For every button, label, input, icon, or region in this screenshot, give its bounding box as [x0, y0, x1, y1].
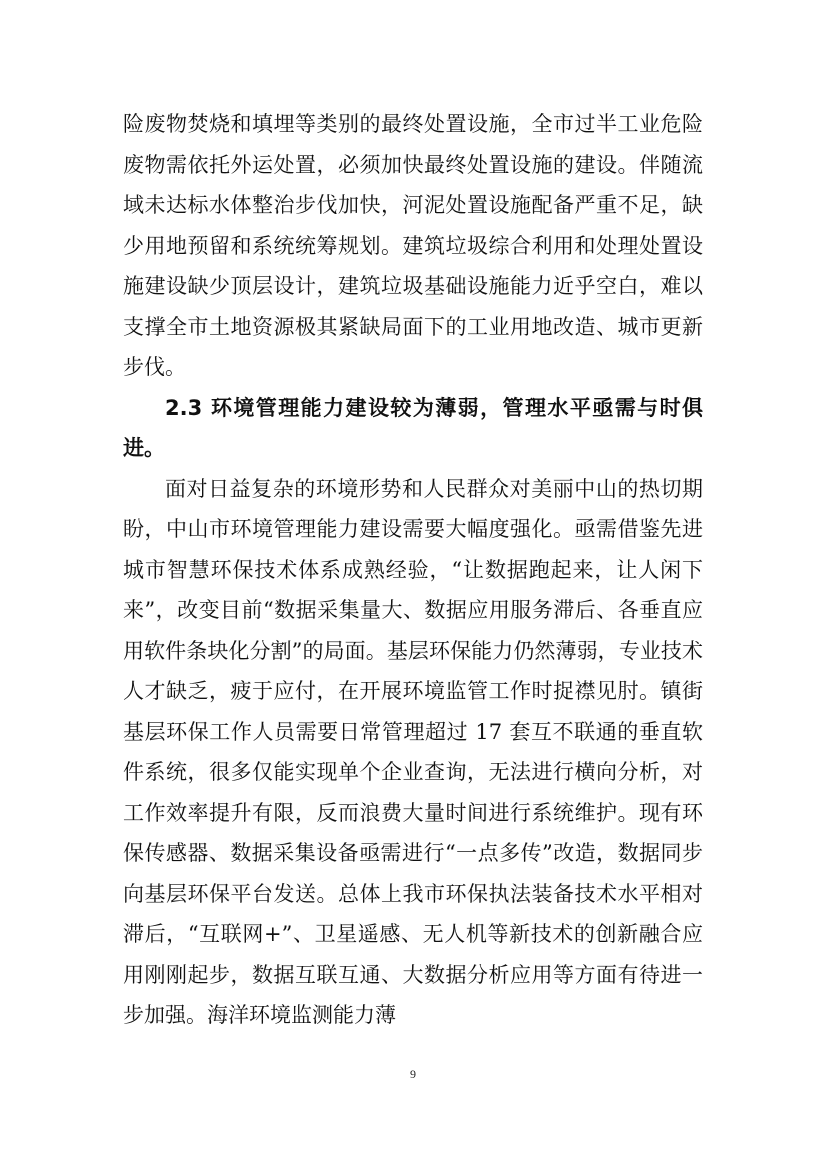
body-paragraph-continuation: 险废物焚烧和填埋等类别的最终处置设施，全市过半工业危险废物需依托外运处置，必须加快最终处置设施的建设。伴随流域未达标水体整治步伐加快，河泥处置设施配备严重不足，缺少用地预留和系统统筹规划。建筑垃圾综合利用和处理处置设施建设缺少顶层设计，建筑垃圾基础设施能力近乎空白，难以支撑全市土地资源极其紧缺局面下的工业用地改造、城市更新步伐。 [123, 112, 703, 379]
body-paragraph: 面对日益复杂的环境形势和人民群众对美丽中山的热切期盼，中山市环境管理能力建设需要大幅度强化。亟需借鉴先进城市智慧环保技术体系成熟经验，“让数据跑起来，让人闲下来”，改变目前“数据采集量大、数据应用服务滞后、各垂直应用软件条块化分割”的局面。基层环保能力仍然薄弱，专业技术人才缺乏，疲于应付，在开展环境监管工作时捉襟见肘。镇街基层环保工作人员需要日常管理超过 17 套互不联通的垂直软件系统，很多仅能实现单个企业查询，无法进行横向分析，对工作效率提升有限，反而浪费大量时间进行系统维护。现有环保传感器、数据采集设备亟需进行“一点多传”改造，数据同步向基层环保平台发送。总体上我市环保执法装备技术水平相对滞后，“互联网+”、卫星遥感、无人机等新技术的创新融合应用刚刚起步，数据互联互通、大数据分析应用等方面有待进一步加强。海洋环境监测能力薄 [123, 476, 703, 1027]
section-heading: 2.3 环境管理能力建设较为薄弱，管理水平亟需与时俱进。 [123, 395, 703, 460]
document-body [123, 104, 703, 1036]
page-number: 9 [410, 1067, 416, 1081]
